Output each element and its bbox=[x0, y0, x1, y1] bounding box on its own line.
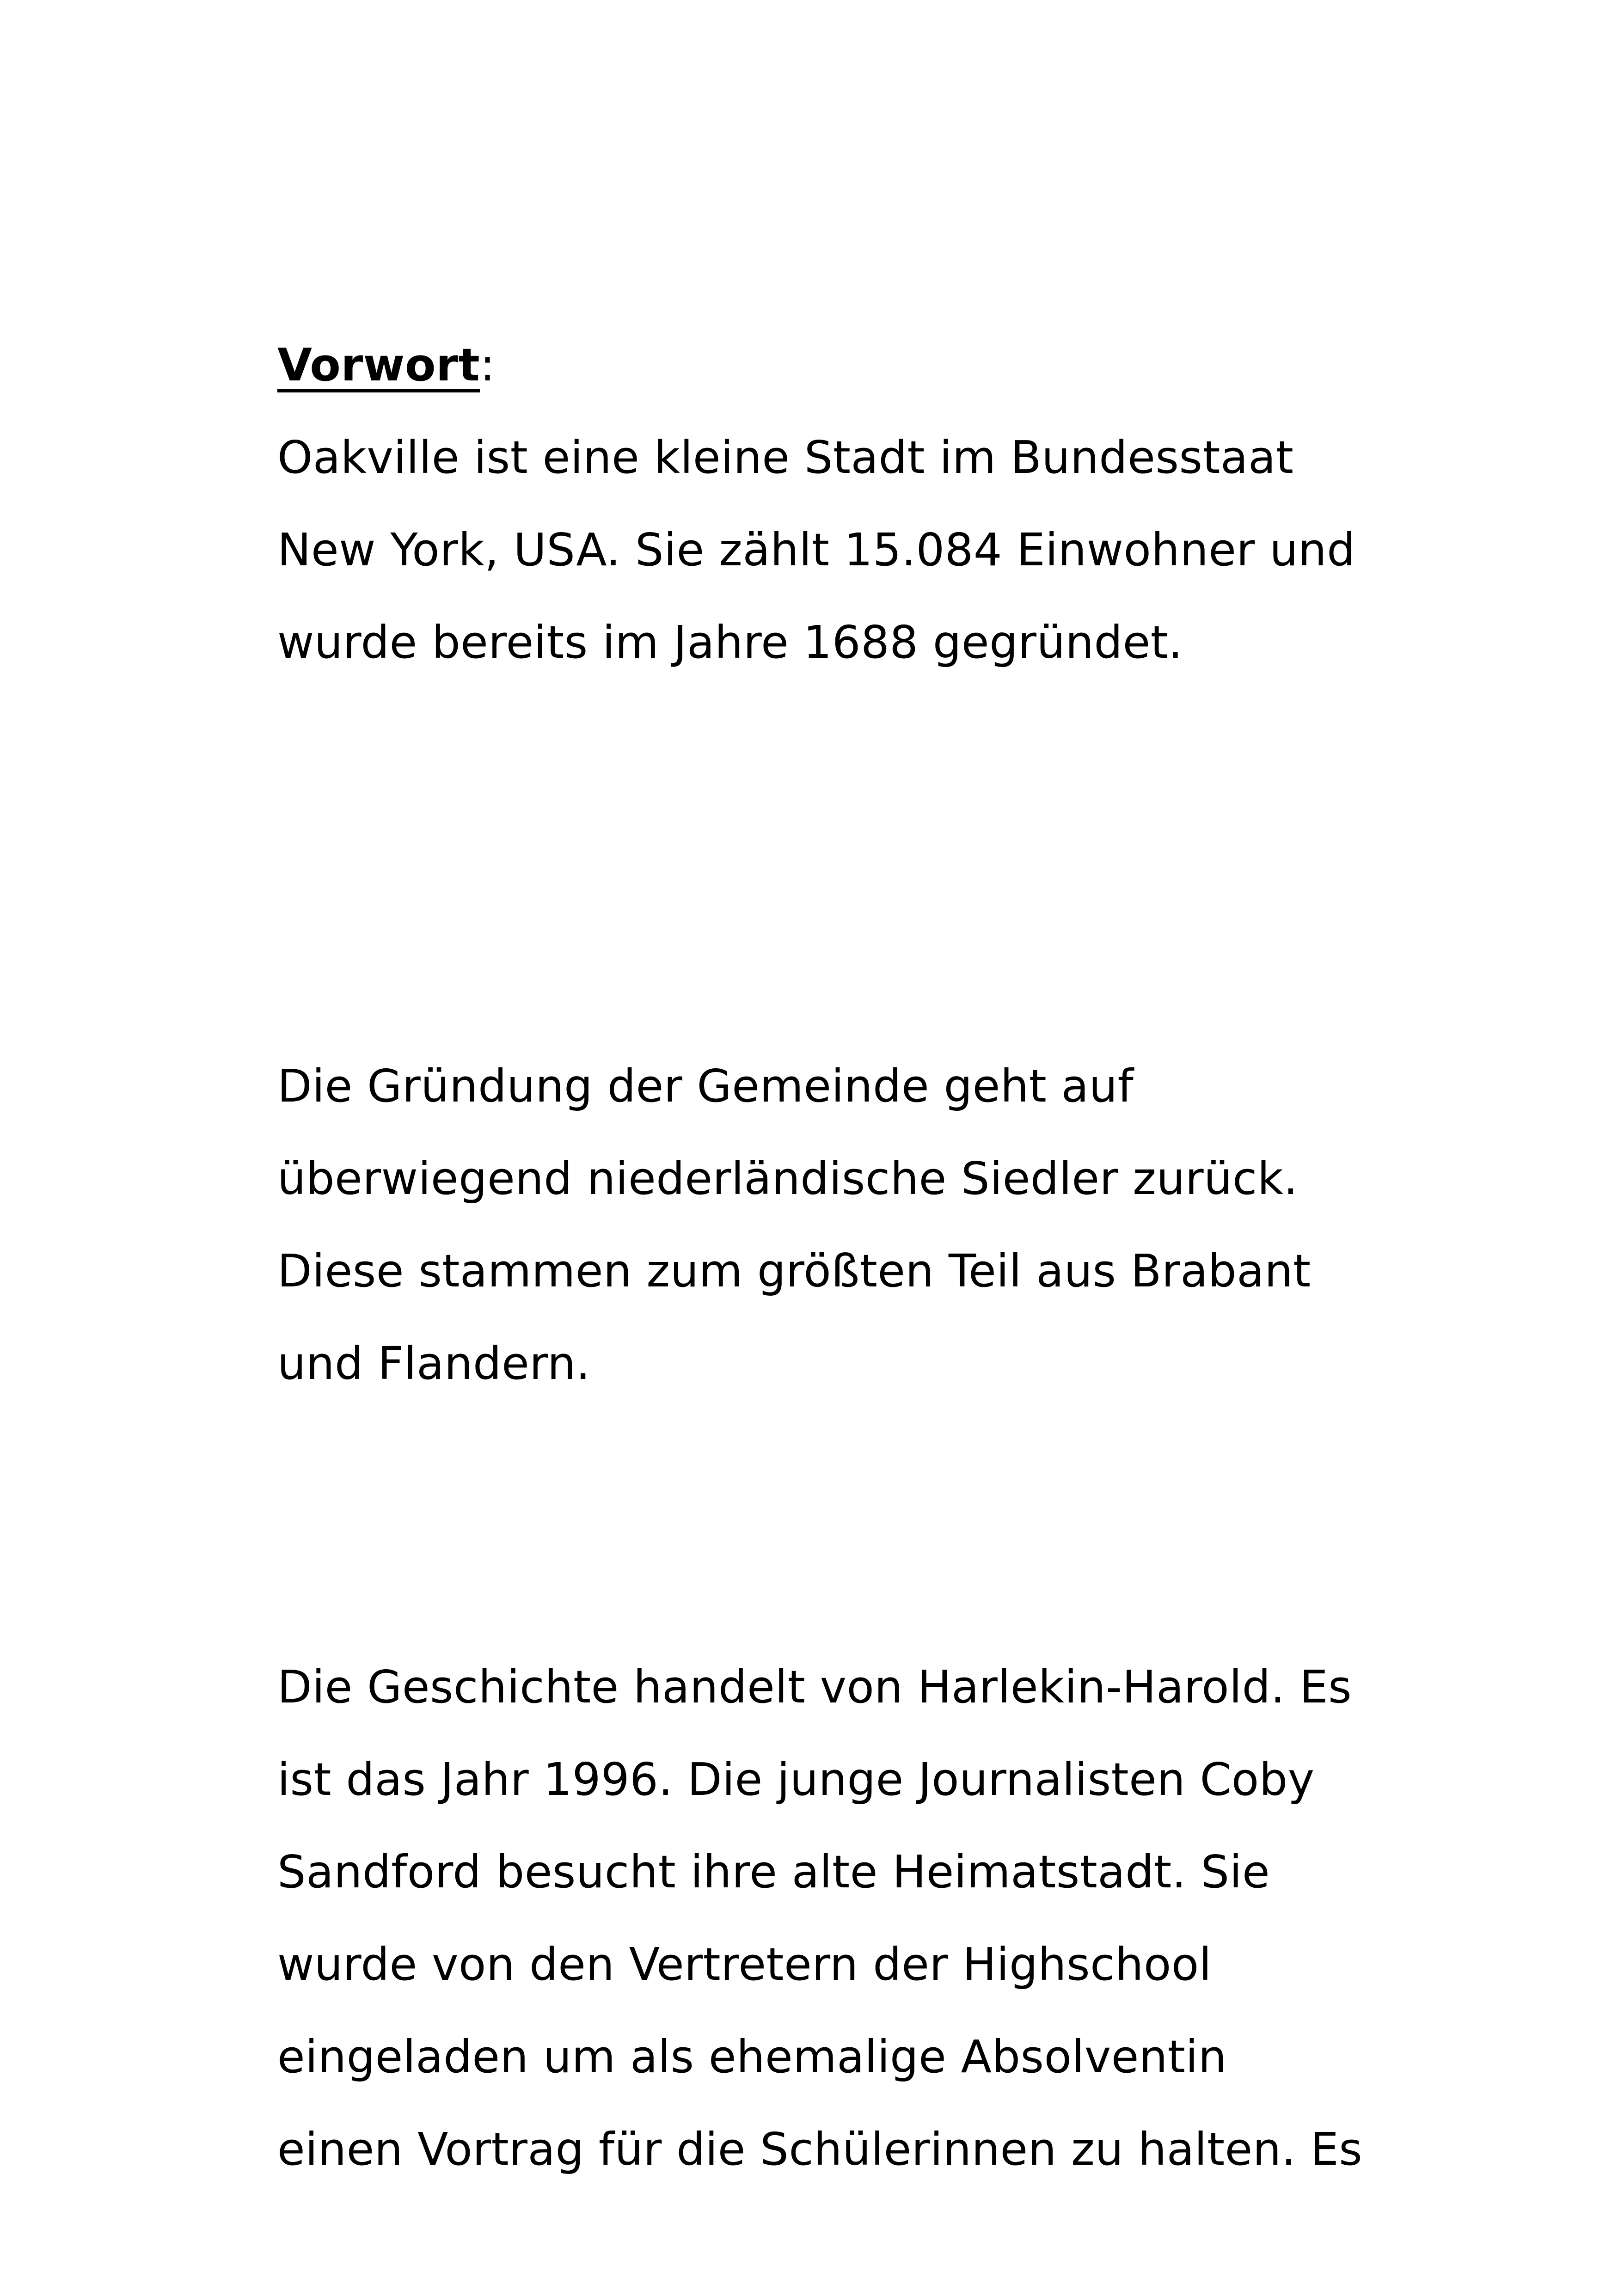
text-line: wurde von den Vertretern der Highschool bbox=[277, 1938, 1212, 1990]
text-line: Die Gründung der Gemeinde geht auf bbox=[277, 1060, 1134, 1112]
text-line: New York, USA. Sie zählt 15.084 Einwohner und bbox=[277, 524, 1356, 576]
heading-line bbox=[277, 319, 1387, 411]
paragraph-intro bbox=[277, 411, 1387, 689]
text-line: und Flandern. bbox=[277, 1337, 591, 1390]
text-line: Diese stammen zum größten Teil aus Brabant bbox=[277, 1245, 1311, 1297]
paragraph-spacer bbox=[277, 1410, 1387, 1641]
text-line: Die Geschichte handelt von Harlekin-Harold. Es bbox=[277, 1661, 1352, 1713]
heading-title: Vorwort bbox=[277, 339, 480, 391]
paragraph-story bbox=[277, 1641, 1387, 2196]
text-line: ist das Jahr 1996. Die junge Journalisten Coby bbox=[277, 1753, 1315, 1806]
paragraph-founding bbox=[277, 1040, 1387, 1410]
text-line: eingeladen um als ehemalige Absolventin bbox=[277, 2031, 1227, 2083]
text-line: wurde bereits im Jahre 1688 gegründet. bbox=[277, 616, 1183, 668]
text-line: Oakville ist eine kleine Stadt im Bundesstaat bbox=[277, 431, 1294, 484]
text-line: einen Vortrag für die Schülerinnen zu halten. Es bbox=[277, 2123, 1363, 2175]
text-line: überwiegend niederländische Siedler zurück. bbox=[277, 1152, 1298, 1205]
text-line: Sandford besucht ihre alte Heimatstadt. Sie bbox=[277, 1846, 1270, 1898]
heading-colon: : bbox=[480, 339, 496, 391]
document-content bbox=[277, 319, 1387, 2196]
paragraph-spacer bbox=[277, 689, 1387, 1040]
